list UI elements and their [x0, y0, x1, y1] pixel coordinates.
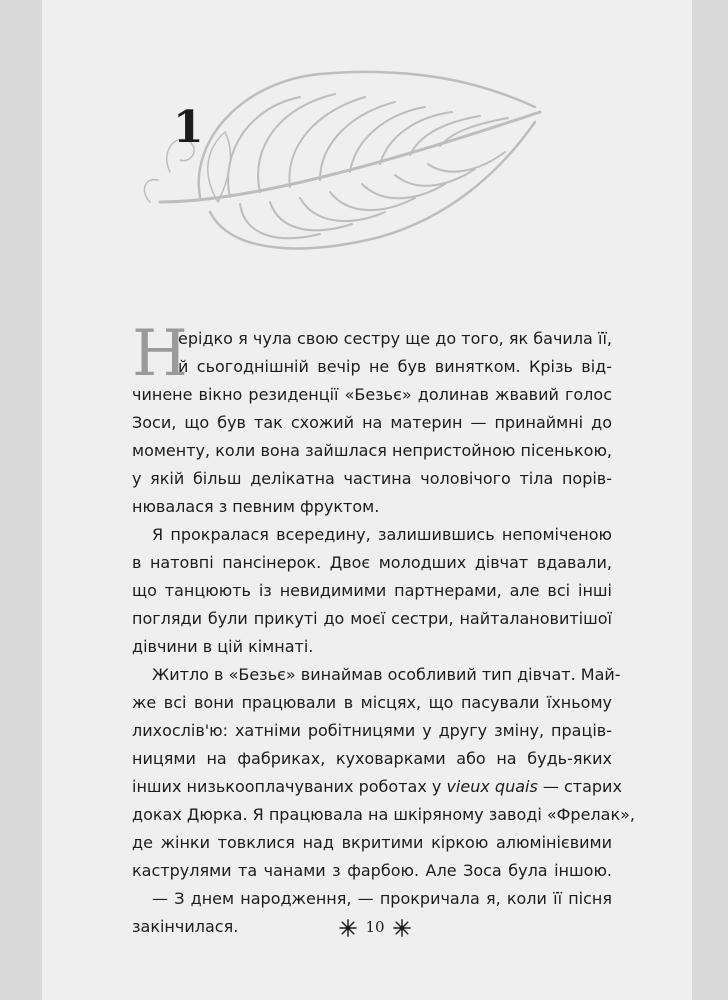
text-line: погляди були прикуті до моєї сестри, найталановитішої: [132, 609, 612, 628]
star-ornament-icon: [393, 919, 411, 937]
text-line: — З днем народження, — прокричала я, коли її пісня: [152, 889, 612, 908]
text-line: нювалася з певним фруктом.: [132, 497, 380, 516]
text-line: ницями на фабриках, куховарками або на будь-яких: [132, 749, 612, 768]
text-line: ерідко я чула свою сестру ще до того, як бачила її,: [178, 329, 612, 348]
text-line: закінчилася.: [132, 917, 239, 936]
page-footer: [330, 912, 420, 942]
text-line: [132, 773, 622, 801]
drop-cap: Н: [132, 317, 188, 391]
italic-phrase: vieux quais: [446, 777, 538, 796]
text-line: Житло в «Безьє» винаймав особливий тип дівчат. Май-: [152, 665, 621, 684]
text-line: моменту, коли вона зайшлася непристойною пісенькою,: [132, 441, 612, 460]
chapter-body: [132, 317, 635, 941]
text-line: чинене вікно резиденції «Безьє» долинав жвавий голос: [132, 385, 612, 404]
text-line: у якій більш делікатна частина чоловічого тіла порів-: [132, 469, 612, 488]
page-number: 10: [365, 918, 385, 936]
text-line: Я прокралася всередину, залишившись непоміченою: [152, 525, 612, 544]
text-line: дівчини в цій кімнаті.: [132, 637, 314, 656]
text-line: Зоси, що був так схожий на материн — принаймні до: [132, 413, 612, 432]
text-line: де жінки товклися над вкритими кіркою алюмінієвими: [132, 833, 612, 852]
text-segment: інших низькооплачуваних роботах у: [132, 777, 442, 796]
text-line: доках Дюрка. Я працювала на шкіряному заводі «Фрелак»,: [132, 805, 635, 824]
chapter-number: 1: [173, 102, 204, 153]
text-line: же всі вони працювали в місцях, що пасували їхньому: [132, 693, 612, 712]
text-line: в натовпі пансінерок. Двоє молодших дівчат вдавали,: [132, 553, 612, 572]
text-line: лихослів'ю: хатніми робітницями у другу зміну, праців-: [132, 721, 612, 740]
feather-icon: [130, 52, 550, 262]
text-line: й сьогоднішній вечір не був винятком. Крізь від-: [178, 357, 612, 376]
text-line: каструлями та чанами з фарбою. Але Зоса була іншою.: [132, 861, 612, 880]
star-ornament-icon: [339, 919, 357, 937]
text-segment: — старих: [537, 777, 622, 796]
text-line: що танцюють із невидимими партнерами, але всі інші: [132, 581, 612, 600]
